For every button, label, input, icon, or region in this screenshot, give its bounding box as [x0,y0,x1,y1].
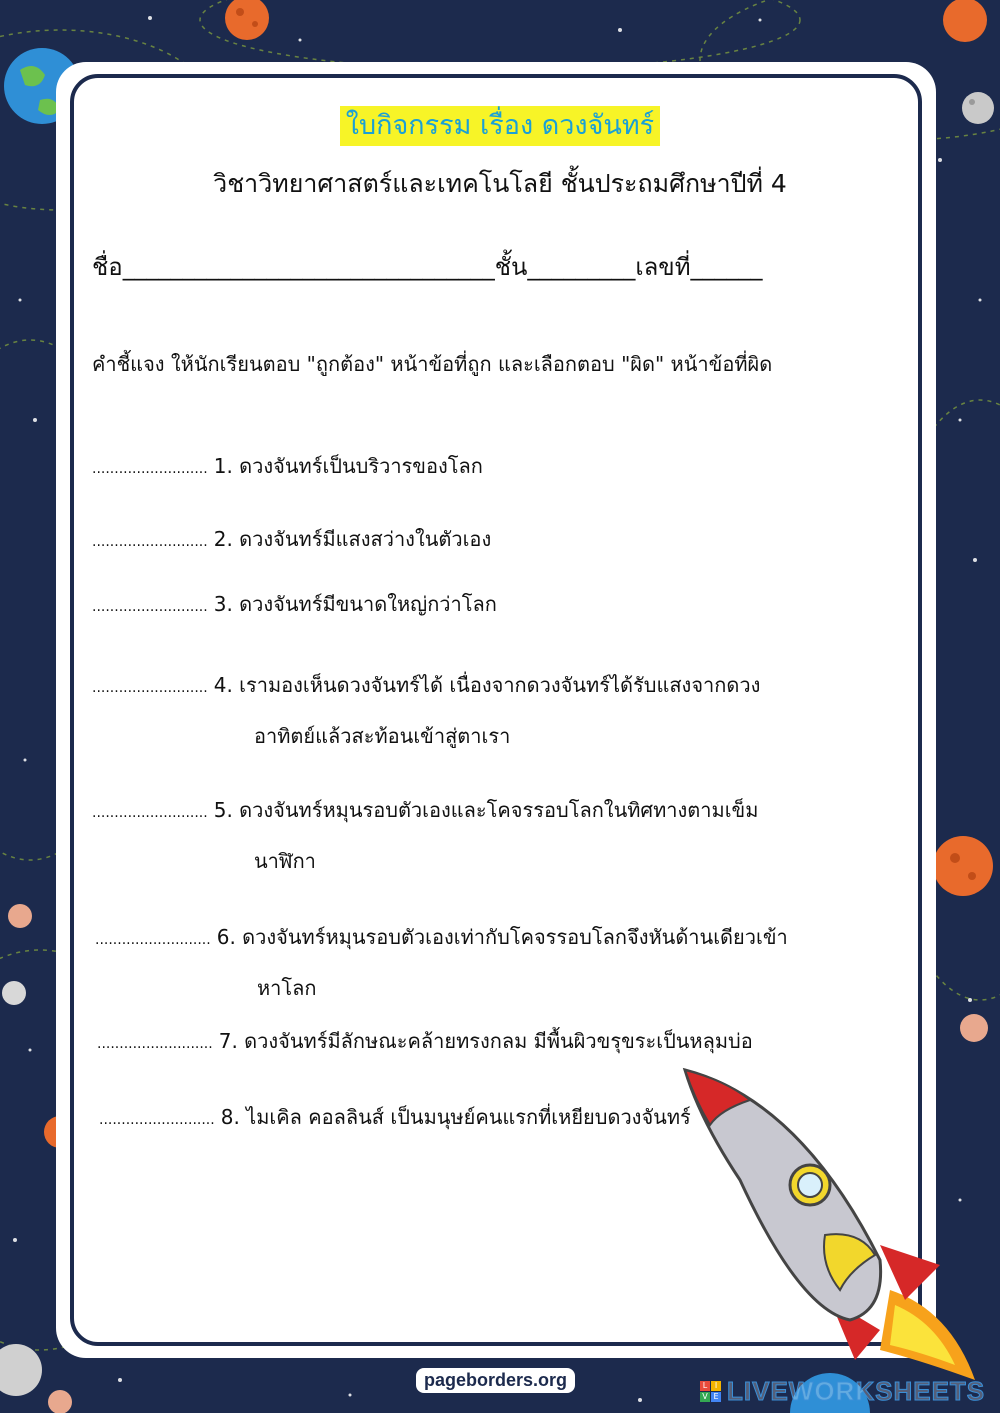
question-item [92,515,922,566]
question-text: 6. ดวงจันทร์หมุนรอบตัวเองเท่ากับโคจรรอบโลกจึงหันด้านเดียวเข้า [216,925,788,949]
question-text-continued: หาโลก [257,976,317,1000]
question-text-continued: นาฬิกา [254,849,316,873]
question-text: 3. ดวงจันทร์มีขนาดใหญ่กว่าโลก [213,592,497,616]
question-item [92,442,922,493]
question-text: 8. ไมเคิล คอลลินส์ เป็นมนุษย์คนแรกที่เหยียบดวงจันทร์ [220,1105,691,1129]
answer-blank[interactable]: .......................... [99,1112,215,1128]
answer-blank[interactable]: .......................... [92,599,208,615]
question-text: 1. ดวงจันทร์เป็นบริวารของโลก [213,454,483,478]
instruction-text: คำชี้แจง ให้นักเรียนตอบ "ถูกต้อง" หน้าข้อที่ถูก และเลือกตอบ "ผิด" หน้าข้อที่ผิด [92,352,773,376]
liveworksheets-logo-icon: L I V E [700,1381,721,1402]
answer-blank[interactable]: .......................... [92,680,208,696]
question-text: 7. ดวงจันทร์มีลักษณะคล้ายทรงกลม มีพื้นผิวขรุขระเป็นหลุมบ่อ [218,1029,753,1053]
question-text: 5. ดวงจันทร์หมุนรอบตัวเองและโคจรรอบโลกในทิศทางตามเข็ม [213,798,759,822]
question-text: 4. เรามองเห็นดวงจันทร์ได้ เนื่องจากดวงจันทร์ได้รับแสงจากดวง [213,673,761,697]
pageborders-watermark: pageborders.org [416,1368,575,1393]
question-item [92,580,922,631]
worksheet-title: ใบกิจกรรม เรื่อง ดวงจันทร์ [340,106,660,146]
liveworksheets-text: LIVEWORKSHEETS [727,1375,986,1406]
answer-blank[interactable]: .......................... [92,461,208,477]
worksheet-subtitle: วิชาวิทยาศาสตร์และเทคโนโลยี ชั้นประถมศึกษาปีที่ 4 [213,169,787,198]
liveworksheets-watermark [700,1376,985,1406]
question-text-continued: อาทิตย์แล้วสะท้อนเข้าสู่ตาเรา [254,724,511,748]
answer-blank[interactable]: .......................... [92,534,208,550]
question-item [92,661,922,760]
question-item [92,786,922,885]
question-item [95,913,925,1012]
answer-blank[interactable]: .......................... [97,1036,213,1052]
student-info-line[interactable]: ชื่อ_______________________________ชั้น_________เลขที่______ [92,253,763,281]
answer-blank[interactable]: .......................... [95,932,211,948]
answer-blank[interactable]: .......................... [92,805,208,821]
rocket-illustration [680,1060,980,1390]
question-text: 2. ดวงจันทร์มีแสงสว่างในตัวเอง [213,527,492,551]
